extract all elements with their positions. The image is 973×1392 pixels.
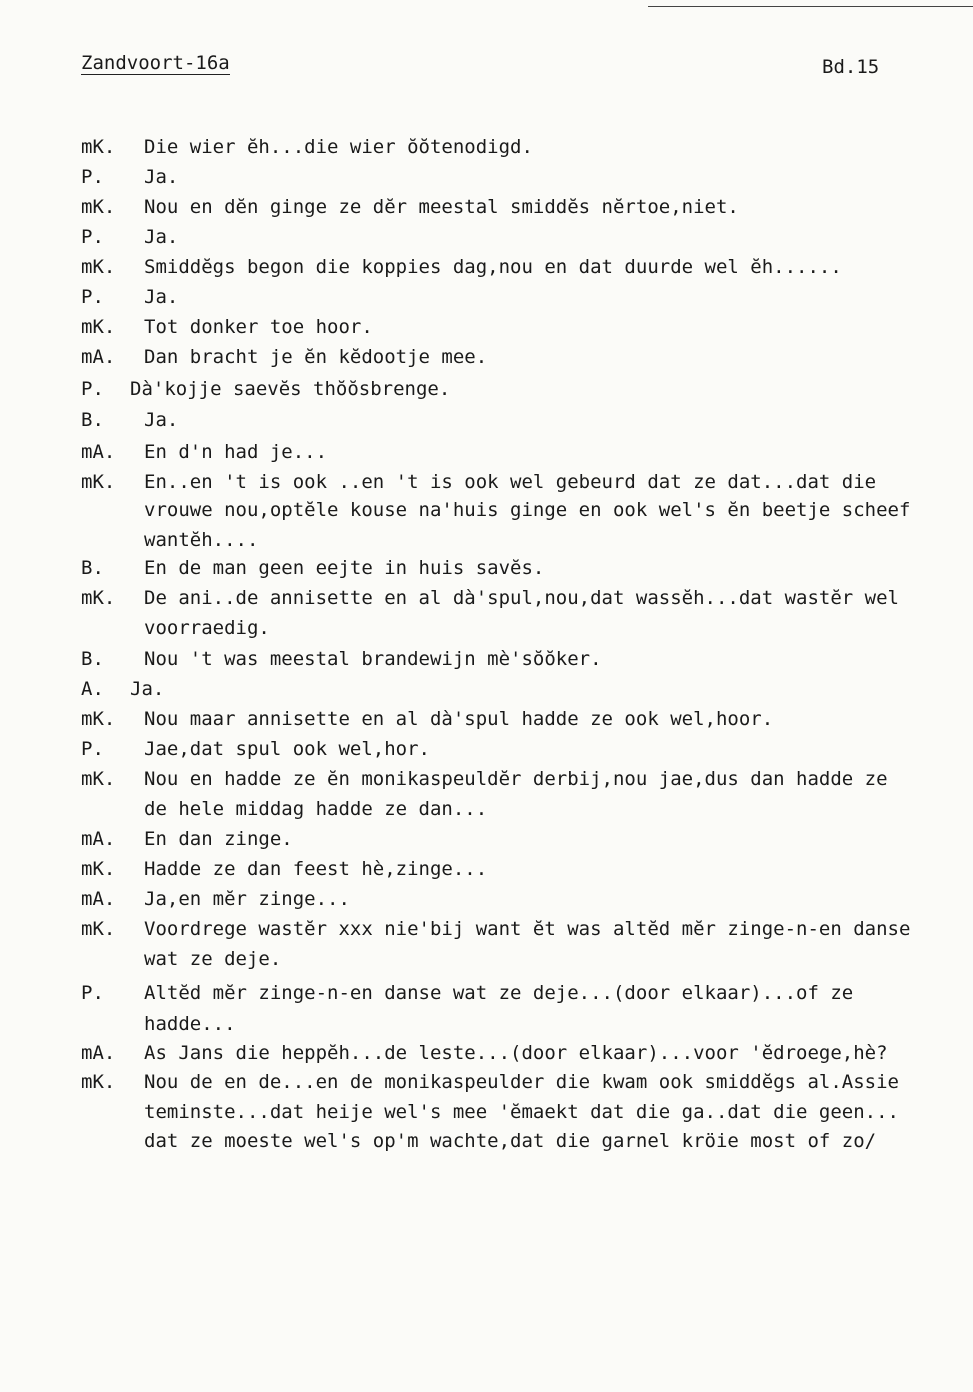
utterance: Altĕd mĕr zinge-n-en danse wat ze deje...(door elkaar)...of ze xyxy=(144,982,854,1004)
utterance: Nou en hadde ze ĕn monikaspeuldĕr derbij,nou jae,dus dan hadde ze xyxy=(144,768,888,790)
utterance: voorraedig. xyxy=(144,617,270,639)
utterance: Ja. xyxy=(144,409,179,431)
utterance: dat ze moeste wel's op'm wachte,dat die garnel kröie most of zo/ xyxy=(144,1130,877,1152)
speaker-label: P. xyxy=(81,982,104,1004)
speaker-label: P. xyxy=(81,738,104,760)
speaker-label: mK. xyxy=(81,196,116,218)
speaker-label: mK. xyxy=(81,136,116,158)
speaker-label: P. xyxy=(81,166,104,188)
utterance: de hele middag hadde ze dan... xyxy=(144,798,488,820)
speaker-label: A. xyxy=(81,678,104,700)
utterance: Nou maar annisette en al dà'spul hadde ze ook wel,hoor. xyxy=(144,708,774,730)
speaker-label: mA. xyxy=(81,346,116,368)
utterance: wat ze deje. xyxy=(144,948,282,970)
utterance: En..en 't is ook ..en 't is ook wel gebeurd dat ze dat...dat die xyxy=(144,471,877,493)
utterance: Nou 't was meestal brandewijn mè'sŏŏker. xyxy=(144,648,602,670)
speaker-label: P. xyxy=(81,378,104,400)
speaker-label: B. xyxy=(81,409,104,431)
speaker-label: mK. xyxy=(81,587,116,609)
utterance: Die wier ĕh...die wier ŏŏtenodigd. xyxy=(144,136,533,158)
utterance: De ani..de annisette en al dà'spul,nou,dat wassĕh...dat wastĕr wel xyxy=(144,587,899,609)
speaker-label: mK. xyxy=(81,768,116,790)
speaker-label: mA. xyxy=(81,828,116,850)
document-title: Zandvoort-16a xyxy=(81,52,230,74)
speaker-label: P. xyxy=(81,226,104,248)
utterance: En de man geen eejte in huis savĕs. xyxy=(144,557,545,579)
utterance: Dà'kojje saevĕs thŏŏsbrenge. xyxy=(130,378,451,400)
utterance: vrouwe nou,optĕle kouse na'huis ginge en ook wel's ĕn beetje scheef xyxy=(144,499,911,521)
utterance: As Jans die heppĕh...de leste...(door elkaar)...voor 'ĕdroege,hè? xyxy=(144,1042,888,1064)
page-number: Bd.15 xyxy=(822,56,880,78)
utterance: Nou en dĕn ginge ze dĕr meestal smiddĕs nĕrtoe,niet. xyxy=(144,196,739,218)
speaker-label: mK. xyxy=(81,858,116,880)
speaker-label: P. xyxy=(81,286,104,308)
utterance: Tot donker toe hoor. xyxy=(144,316,373,338)
utterance: Ja,en mĕr zinge... xyxy=(144,888,350,910)
speaker-label: mK. xyxy=(81,471,116,493)
utterance: Voordrege wastĕr xxx nie'bij want ĕt was altĕd mĕr zinge-n-en danse xyxy=(144,918,911,940)
speaker-label: B. xyxy=(81,557,104,579)
utterance: Ja. xyxy=(144,166,179,188)
speaker-label: mK. xyxy=(81,918,116,940)
utterance: Ja. xyxy=(144,286,179,308)
speaker-label: mK. xyxy=(81,1071,116,1093)
speaker-label: mA. xyxy=(81,1042,116,1064)
top-rule xyxy=(648,6,973,7)
utterance: En dan zinge. xyxy=(144,828,293,850)
utterance: Dan bracht je ĕn kĕdootje mee. xyxy=(144,346,488,368)
utterance: Ja. xyxy=(144,226,179,248)
utterance: hadde... xyxy=(144,1013,236,1035)
speaker-label: mA. xyxy=(81,441,116,463)
utterance: En d'n had je... xyxy=(144,441,328,463)
utterance: Ja. xyxy=(130,678,165,700)
speaker-label: mA. xyxy=(81,888,116,910)
utterance: Hadde ze dan feest hè,zinge... xyxy=(144,858,488,880)
utterance: wantĕh.... xyxy=(144,529,259,551)
utterance: teminste...dat heije wel's mee 'ĕmaekt dat die ga..dat die geen... xyxy=(144,1101,899,1123)
speaker-label: B. xyxy=(81,648,104,670)
utterance: Smiddĕgs begon die koppies dag,nou en dat duurde wel ĕh...... xyxy=(144,256,842,278)
utterance: Jae,dat spul ook wel,hor. xyxy=(144,738,430,760)
utterance: Nou de en de...en de monikaspeulder die kwam ook smiddĕgs al.Assie xyxy=(144,1071,899,1093)
speaker-label: mK. xyxy=(81,316,116,338)
speaker-label: mK. xyxy=(81,708,116,730)
speaker-label: mK. xyxy=(81,256,116,278)
